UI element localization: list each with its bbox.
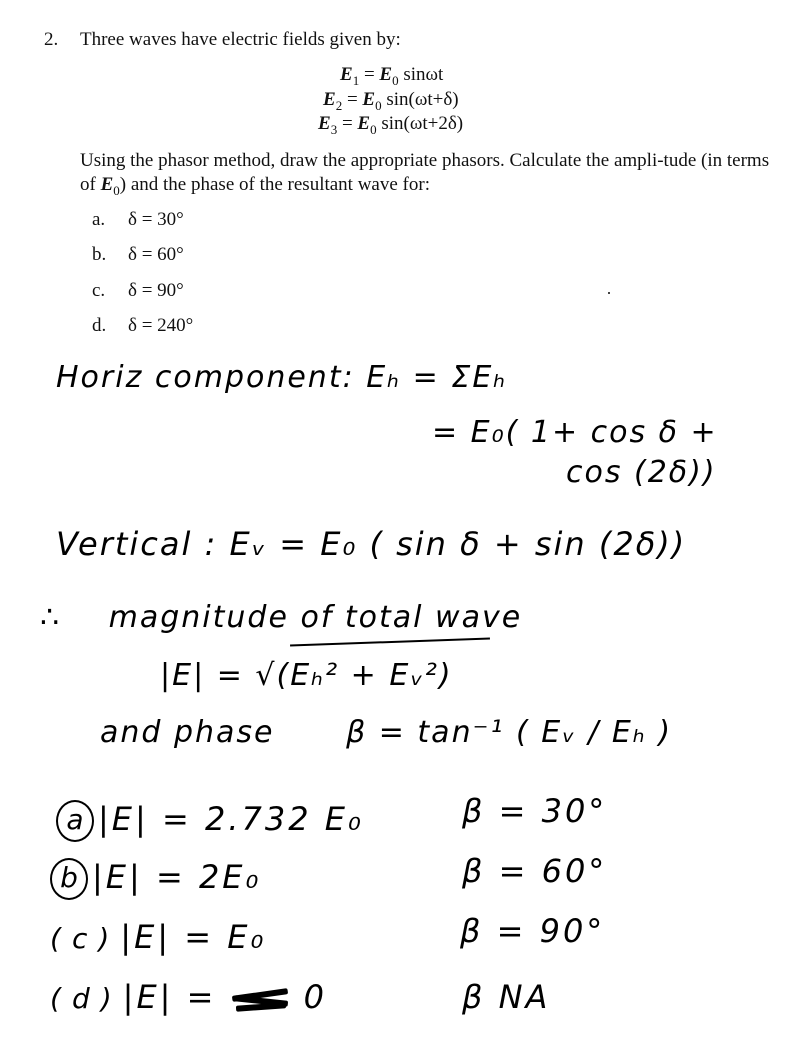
equation-e3 xyxy=(318,113,463,138)
part-value: δ = 30° xyxy=(128,209,184,230)
answer-b-magnitude xyxy=(50,858,261,900)
instruction-text: Using the phasor method, draw the appropriate phasors. Calculate the ampli-tude (in terms of xyxy=(80,150,770,195)
instruction-symbol: E xyxy=(100,174,114,195)
eq-amp: E xyxy=(379,64,393,85)
eq-amp-sub: 0 xyxy=(392,72,399,88)
handwritten-horizontal-expansion-cont: cos (2δ)) xyxy=(566,455,717,490)
answer-magnitude: 0 xyxy=(303,978,327,1016)
part-label: a. xyxy=(92,209,106,230)
eq-amp: E xyxy=(362,89,376,110)
answer-c-magnitude: ( c ) |E| = E₀ xyxy=(50,918,267,956)
handwritten-horizontal-expansion: = E₀( 1+ cos δ + xyxy=(432,415,718,450)
eq-rhs: sin(ωt+δ) xyxy=(381,89,459,110)
part-label: d. xyxy=(92,315,107,336)
eq-lhs: E xyxy=(318,113,331,134)
answer-label: c xyxy=(71,922,91,955)
magnitude-label: magnitude of total wave xyxy=(108,600,523,635)
equation-e2 xyxy=(323,89,459,114)
phase-label: and phase xyxy=(100,715,275,750)
equation-e1 xyxy=(340,64,443,89)
instruction-symbol-sub: 0 xyxy=(113,182,120,198)
therefore-symbol xyxy=(40,600,522,635)
answer-a-magnitude xyxy=(56,800,364,842)
answer-magnitude: |E| = E₀ xyxy=(120,918,267,956)
answer-label-circled: b xyxy=(50,858,88,900)
eq-lhs: E xyxy=(340,64,353,85)
answer-d-phase: β NA xyxy=(462,978,551,1016)
part-c xyxy=(92,280,184,302)
answer-label: d xyxy=(71,982,93,1015)
eq-lhs-sub: 1 xyxy=(352,72,360,88)
problem-number: 2. xyxy=(44,29,59,50)
eq-lhs-sub: 3 xyxy=(330,121,338,137)
answer-a-phase: β = 30° xyxy=(462,792,608,830)
handwritten-vertical-component: Vertical : Eᵥ = E₀ ( sin δ + sin (2δ)) xyxy=(56,525,687,563)
eq-amp-sub: 0 xyxy=(370,121,377,137)
handwritten-horizontal-component: Horiz component: Eₕ = ΣEₕ xyxy=(56,360,508,395)
part-d xyxy=(92,315,193,337)
problem-instruction xyxy=(80,149,780,203)
answer-magnitude: |E| = 2.732 E₀ xyxy=(98,800,364,838)
part-a xyxy=(92,209,184,231)
sqrt-overline xyxy=(290,638,490,647)
answer-d-magnitude: ( d ) |E| = 0 xyxy=(50,978,327,1016)
part-value: δ = 60° xyxy=(128,244,184,265)
answer-magnitude-prefix: |E| = xyxy=(122,978,217,1016)
eq-equals: = xyxy=(337,113,358,134)
problem-statement: Three waves have electric fields given by: xyxy=(80,29,401,50)
scan-speck xyxy=(608,292,610,294)
phase-formula: β = tan⁻¹ ( Eᵥ / Eₕ ) xyxy=(346,715,673,750)
answer-c-phase: β = 90° xyxy=(460,912,606,950)
answer-magnitude: |E| = 2E₀ xyxy=(92,858,262,896)
part-value: δ = 90° xyxy=(128,280,184,301)
eq-equals: = xyxy=(359,64,380,85)
part-b xyxy=(92,244,184,266)
eq-amp-sub: 0 xyxy=(375,97,382,113)
crossed-out-scribble xyxy=(230,984,292,1014)
eq-lhs: E xyxy=(323,89,336,110)
therefore-glyph: ∴ xyxy=(40,600,62,635)
answer-label-circled: a xyxy=(56,800,94,842)
instruction-text-end: ) and the phase of the resultant wave for: xyxy=(119,174,430,195)
part-label: c. xyxy=(92,280,106,301)
answer-b-phase: β = 60° xyxy=(462,852,608,890)
eq-rhs: sinωt xyxy=(398,64,444,85)
part-label: b. xyxy=(92,244,107,265)
handwritten-phase xyxy=(100,715,672,750)
handwritten-magnitude-formula: |E| = √(Eₕ² + Eᵥ²) xyxy=(160,658,453,693)
eq-lhs-sub: 2 xyxy=(335,97,343,113)
eq-rhs: sin(ωt+2δ) xyxy=(376,113,464,134)
eq-amp: E xyxy=(357,113,371,134)
part-value: δ = 240° xyxy=(128,315,194,336)
eq-equals: = xyxy=(342,89,363,110)
